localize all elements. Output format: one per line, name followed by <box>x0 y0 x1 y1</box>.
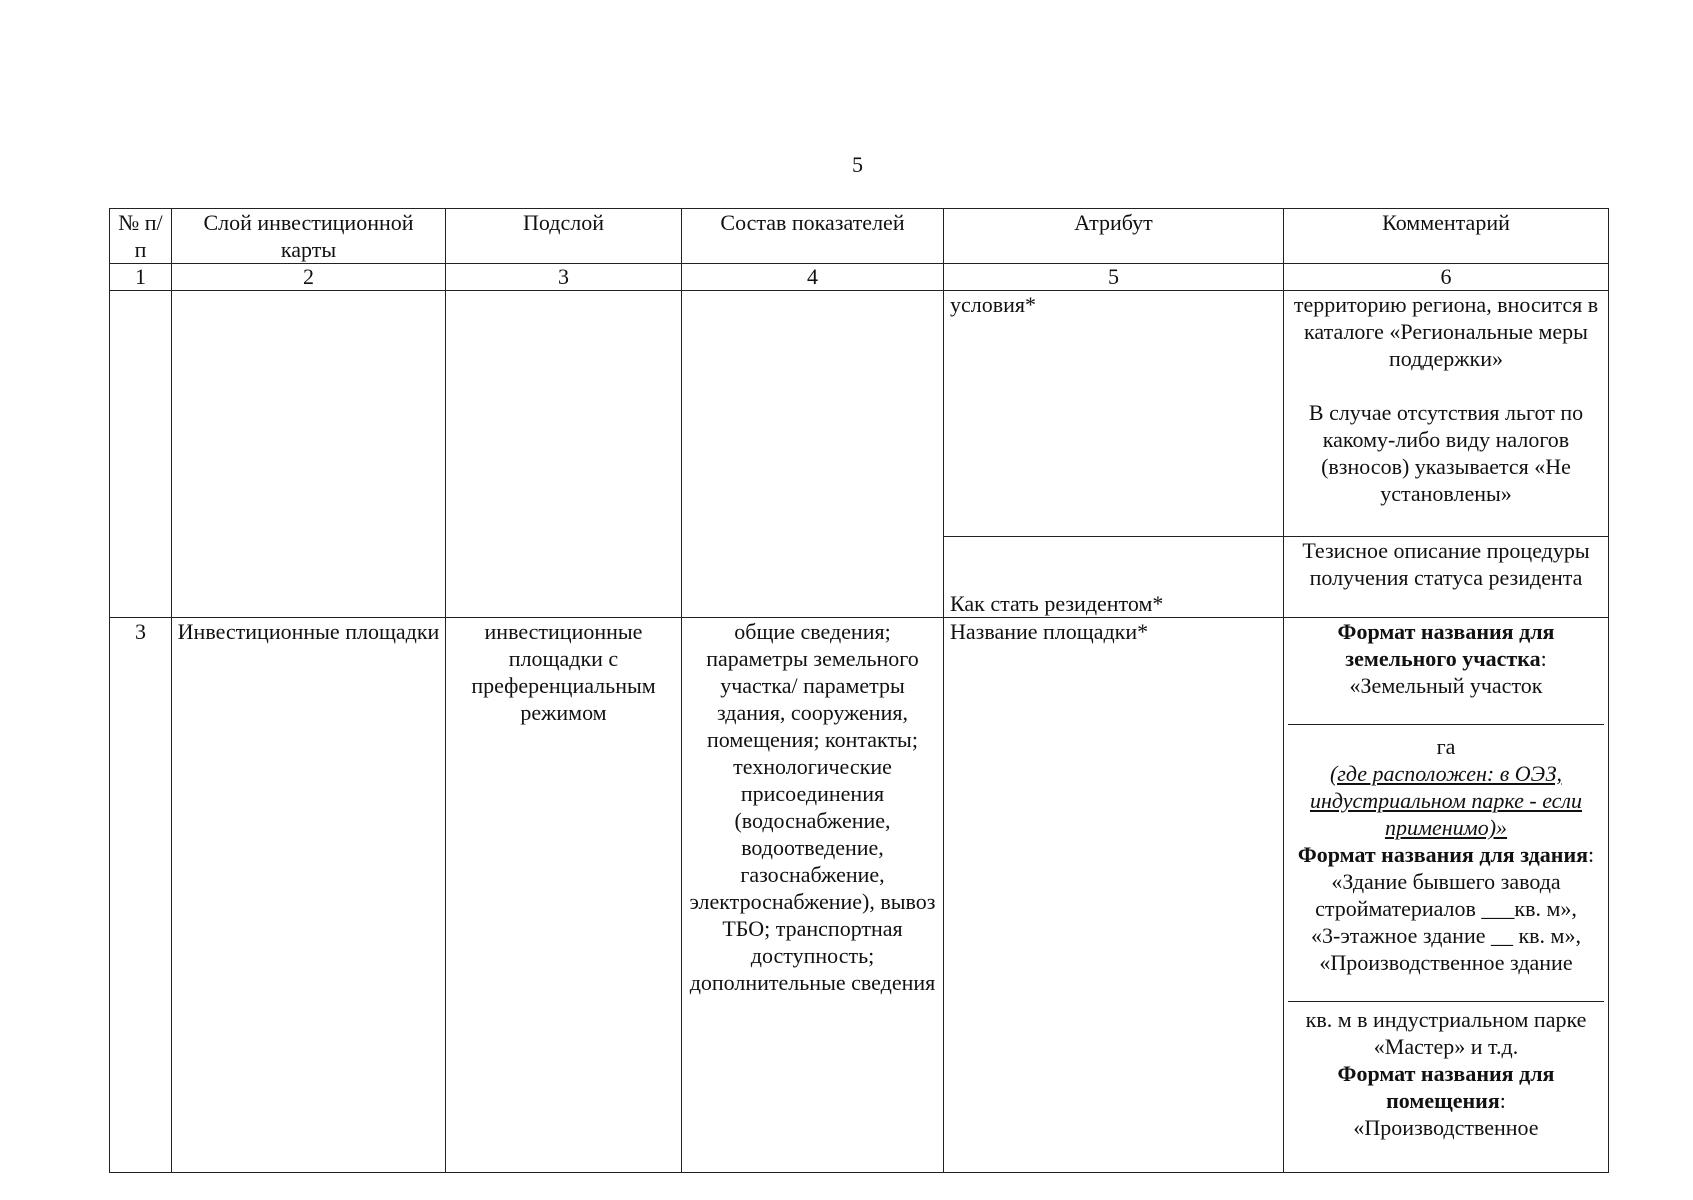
land-format-label: Формат названия для земельного участка <box>1337 619 1555 671</box>
comment-site-name-format <box>1284 618 1609 1173</box>
header-comment: Комментарий <box>1284 209 1609 264</box>
blank-line <box>1288 1001 1604 1002</box>
blank-line <box>1288 724 1604 725</box>
premises-format-label: Формат названия для помещения <box>1337 1061 1555 1113</box>
comment-paragraph: территорию региона, вносится в каталоге «Региональные меры поддержки» <box>1293 292 1599 371</box>
location-note: (где расположен: в ОЭЗ, индустриальном парке - если применимо)» <box>1309 761 1583 840</box>
row-number: 3 <box>110 618 172 1173</box>
column-number: 4 <box>682 264 944 291</box>
building-example: кв. м в индустриальном парке «Мастер» и т.д. <box>1305 1007 1587 1059</box>
comment-become-resident: Тезисное описание процедуры получения статуса резидента <box>1284 537 1609 618</box>
building-example: «3-этажное здание __ кв. м», <box>1311 923 1581 948</box>
page-number: 5 <box>852 152 863 177</box>
building-example: «Здание бывшего завода стройматериалов ___кв. м», <box>1315 869 1577 921</box>
column-number: 1 <box>110 264 172 291</box>
indicators-list: общие сведения; параметры земельного участка/ параметры здания, сооружения, помещения; контакты; технологические присоединения (водоснабжение, водоотведение, газоснабжение, электроснабжение), вывоз ТБО; транспортная доступность; дополнительные сведения <box>682 618 944 1173</box>
investment-map-table <box>109 208 1609 1173</box>
empty-cell <box>110 291 172 618</box>
continued-row-a <box>110 291 1609 537</box>
column-numbers-row <box>110 264 1609 291</box>
comment-conditions <box>1284 291 1609 537</box>
header-number: № п/п <box>110 209 172 264</box>
row-3 <box>110 618 1609 1173</box>
header-attribute: Атрибут <box>944 209 1284 264</box>
attribute-conditions: условия* <box>944 291 1284 537</box>
attribute-become-resident: Как стать резидентом* <box>944 537 1284 618</box>
premises-example: «Производственное <box>1353 1115 1539 1140</box>
empty-cell <box>682 291 944 618</box>
empty-cell <box>172 291 446 618</box>
land-format-text: «Земельный участок <box>1349 673 1543 698</box>
comment-paragraph: В случае отсутствия льгот по какому-либо виду налогов (взносов) указывается «Не установлены» <box>1308 400 1584 506</box>
building-example: «Производственное здание <box>1319 950 1573 975</box>
colon: : <box>1499 1088 1506 1113</box>
empty-cell <box>446 291 682 618</box>
column-number: 5 <box>944 264 1284 291</box>
hectare-unit: га <box>1436 734 1456 759</box>
attribute-site-name: Название площадки* <box>944 618 1284 1173</box>
colon: : <box>1588 842 1595 867</box>
colon: : <box>1540 646 1547 671</box>
column-number: 3 <box>446 264 682 291</box>
header-sublayer: Подслой <box>446 209 682 264</box>
sublayer-name: инвестиционные площадки с преференциальным режимом <box>446 618 682 1173</box>
column-number: 2 <box>172 264 446 291</box>
layer-name: Инвестиционные площадки <box>172 618 446 1173</box>
header-layer: Слой инвестиционной карты <box>172 209 446 264</box>
building-format-label: Формат названия для здания <box>1297 842 1589 867</box>
header-indicators: Состав показателей <box>682 209 944 264</box>
column-number: 6 <box>1284 264 1609 291</box>
header-row <box>110 209 1609 264</box>
